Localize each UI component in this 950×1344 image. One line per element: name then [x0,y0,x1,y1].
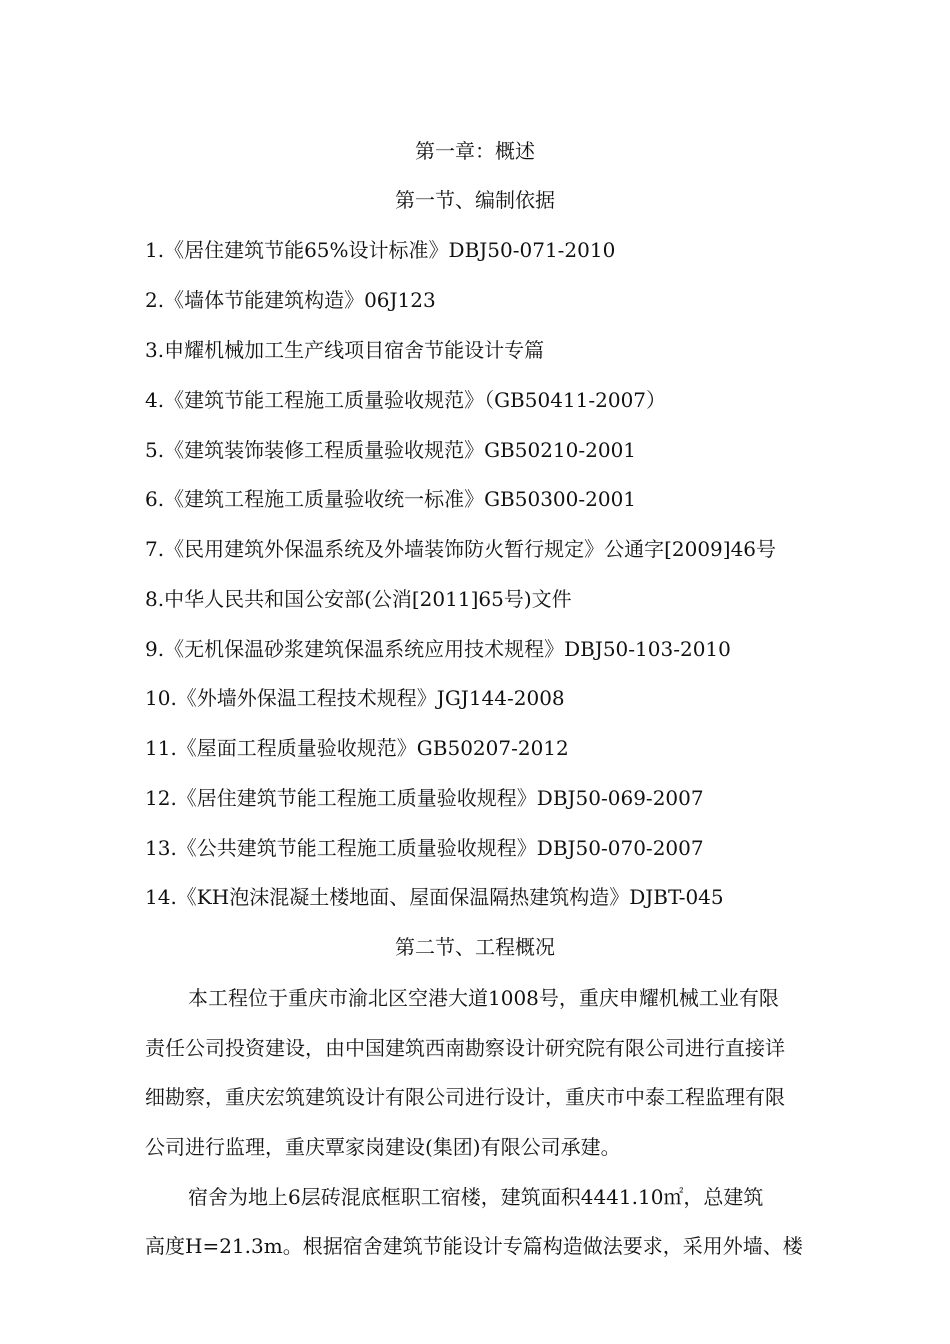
paragraph-line: 本工程位于重庆市渝北区空港大道1008号，重庆申耀机械工业有限 [188,986,779,1010]
reference-item: 10.《外墙外保温工程技术规程》JGJ144-2008 [145,686,565,710]
reference-item: 2.《墙体节能建筑构造》06J123 [145,288,436,312]
reference-item: 11.《屋面工程质量验收规范》GB50207-2012 [145,736,569,760]
reference-item: 1.《居住建筑节能65%设计标准》DBJ50-071-2010 [145,238,616,262]
reference-item: 14.《KH泡沫混凝土楼地面、屋面保温隔热建筑构造》DJBT-045 [145,885,724,909]
reference-item: 13.《公共建筑节能工程施工质量验收规程》DBJ50-070-2007 [145,836,704,860]
paragraph-line: 宿舍为地上6层砖混底框职工宿楼，建筑面积4441.10㎡，总建筑 [188,1185,764,1209]
section-title-overview: 第二节、工程概况 [395,935,555,959]
reference-item: 6.《建筑工程施工质量验收统一标准》GB50300-2001 [145,487,637,511]
paragraph-line: 细勘察，重庆宏筑建筑设计有限公司进行设计，重庆市中泰工程监理有限 [145,1085,785,1109]
paragraph-line: 公司进行监理，重庆覃家岗建设(集团)有限公司承建。 [145,1135,621,1159]
section-title-basis: 第一节、编制依据 [395,188,555,212]
chapter-title: 第一章：概述 [415,139,535,163]
reference-item: 12.《居住建筑节能工程施工质量验收规程》DBJ50-069-2007 [145,786,704,810]
reference-item: 5.《建筑装饰装修工程质量验收规范》GB50210-2001 [145,438,637,462]
reference-item: 3.申耀机械加工生产线项目宿舍节能设计专篇 [145,338,545,362]
reference-item: 9.《无机保温砂浆建筑保温系统应用技术规程》DBJ50-103-2010 [145,637,731,661]
reference-item: 7.《民用建筑外保温系统及外墙装饰防火暂行规定》公通字[2009]46号 [145,537,777,561]
paragraph-line: 高度H=21.3m。根据宿舍建筑节能设计专篇构造做法要求，采用外墙、楼 [145,1234,803,1258]
paragraph-line: 责任公司投资建设，由中国建筑西南勘察设计研究院有限公司进行直接详 [145,1036,785,1060]
reference-item: 8.中华人民共和国公安部(公消[2011]65号)文件 [145,587,572,611]
reference-item: 4.《建筑节能工程施工质量验收规范》（GB50411-2007） [145,388,667,412]
